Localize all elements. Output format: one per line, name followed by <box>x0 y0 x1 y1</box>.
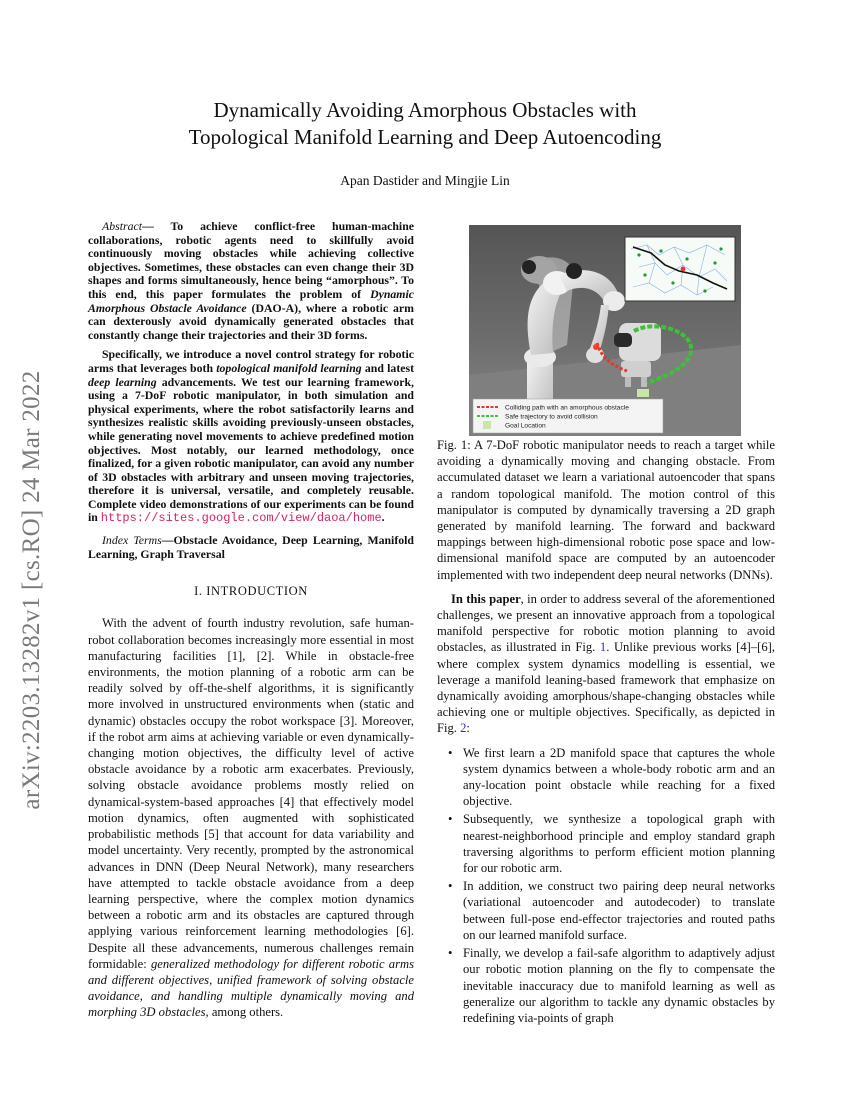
contribution-list <box>437 745 775 1026</box>
contribution-paragraph: In this paper, in order to address several of the aforementioned challenges, we present an innovative approach from a topological manifold perspective for robotic motion planning to avoid obstacles, as illustrated in Fig. 1. Unlike previous works [4]–[6], where complex system dynamics modelling is essential, we leverage a manifold leaning-based framework that emphasize on dynamically avoiding amorphous/shape-changing obstacles while achieving one or multiple objectives. Specifically, as depicted in Fig. 2: <box>437 591 775 736</box>
list-item: • In addition, we construct two pairing deep neural networks (variational autoencoder and autodecoder) to translate between full-pose end-effector trajectories and routed paths on our learned manifold surface. <box>463 878 775 943</box>
figure-1-caption: Fig. 1: A 7-DoF robotic manipulator needs to reach a target while avoiding a dynamically moving and changing obstacle. From accumulated dataset we learn a variational autoencoder that spans a random topological manifold. The motion control of this manipulator is computed by dynamically traversing a 2D graph generated by manifold learning. The forward and backward mappings between high-dimensional robotic pose space and low-dimensional manifold space are computed by an autoencoder implemented with two independent deep neural networks (DNNs). <box>437 438 775 582</box>
list-item: • Subsequently, we synthesize a topological graph with nearest-neighborhood principle and employ standard graph traversing algorithms to perform efficient motion planning for our robotic arm. <box>463 811 775 876</box>
section-heading-introduction: I. INTRODUCTION <box>194 584 308 599</box>
goal-location-marker <box>637 389 649 397</box>
list-item: • We first learn a 2D manifold space that captures the whole system dynamics between a whole-body robotic arm and an any-location point obstacle while reaching for a fixed objective. <box>463 745 775 810</box>
figure-legend <box>473 399 663 433</box>
figure-1 <box>469 225 741 436</box>
project-url-link[interactable]: https://sites.google.com/view/daoa/home <box>100 511 382 526</box>
abstract-paragraph-2: Specifically, we introduce a novel control strategy for robotic arms that leverages both topological manifold learning and latest deep learning advancements. We test our learning framework, using a 7-DoF robotic manipulator, in both simulation and physical experiments, where the robot satisfactorily learns and synthesizes realistic skills avoiding previously-unseen obstacles, while generating novel movements to achieve predefined motion objectives. Most notably, our learned methodology, once finalized, for a given robotic manipulator, can avoid any number of 3D obstacles with arbitrary and unseen moving trajectories, therefore it is universal, versatile, and completely reusable. Complete video demonstrations of our experiments can be found in https://sites.google.com/view/daoa/home. <box>88 347 415 526</box>
legend-safe-trajectory: Safe trajectory to avoid collision <box>505 413 598 421</box>
manifold-graph-inset <box>625 237 735 301</box>
list-item: • Finally, we develop a fail-safe algorithm to adaptively adjust our robotic motion planning on the fly to compensate the inevitable inaccuracy due to manifold learning as well as generalize our algorithm to tackle any dynamic obstacles by redefining via-points of graph <box>463 945 775 1026</box>
abstract-paragraph-1: Abstract— To achieve conflict-free human-machine collaborations, robotic agents need to skillfully avoid continuously moving obstacles while achieving collective objectives. Sometimes, these obstacles can even change their 3D shapes and forms simultaneously, hence being “amorphous”. To this end, this paper formulates the problem of Dynamic Amorphous Obstacle Avoidance (DAO-A), where a robotic arm can dexterously avoid dynamically generated obstacles that constantly change their trajectories and their 3D forms. <box>88 219 414 342</box>
right-column <box>437 437 775 1028</box>
intro-paragraph: With the advent of fourth industry revolution, safe human-robot collaboration becomes increasingly more essential in most manufacturing facilities [1], [2]. While in obstacle-free environments, the motion planning of a robotic arm can be readily solved by off-the-shelf algorithms, it is significantly more involved in unstructured environments when (static and dynamic) obstacles occupy the robot workspace [3]. Moreover, if the robot arm aims at achieving variable or even dynamically-changing motion objectives, the difficulty level of active obstacle avoidance by a robotic arm exacerbates. Previously, solving obstacle avoidance problems mostly relied on dynamical-system-based approaches [4] that effectively model motion dynamics, often augmented with sophisticated probabilistic methods [5] that account for data variability and model uncertainty. Very recently, prompted by the astronomical advances in DNN (Deep Neural Network), many researchers have attempted to tackle obstacle avoidance from a deep learning perspective, where the complex motion dynamics between a robotic arm and its obstacles are captured through applying various reinforcement learning methodologies [6]. Despite all these advancements, numerous challenges remain formidable: generalized methodology for different robotic arms and different objectives, unified framework of solving obstacle avoidance, and handling multiple dynamically moving and morphing 3D obstacles, among others. <box>88 616 414 1020</box>
obstacle-marker <box>593 344 599 350</box>
index-terms: Index Terms—Obstacle Avoidance, Deep Learning, Manifold Learning, Graph Traversal <box>88 533 414 561</box>
fig-1-reference-link[interactable]: 1 <box>599 640 607 655</box>
authors: Apan Dastider and Mingjie Lin <box>340 173 510 188</box>
arxiv-side-stamp: arXiv:2203.13282v1 [cs.RO] 24 Mar 2022 <box>18 370 45 810</box>
paper-title: Dynamically Avoiding Amorphous Obstacles with Topological Manifold Learning and Deep Autoencoding <box>188 98 662 149</box>
fig-2-reference-link[interactable]: 2 <box>460 721 467 736</box>
legend-goal-location: Goal Location <box>505 422 546 430</box>
legend-colliding-path: Colliding path with an amorphous obstacle <box>505 404 629 412</box>
left-column <box>88 220 414 1021</box>
robot-scene-image <box>469 225 741 436</box>
